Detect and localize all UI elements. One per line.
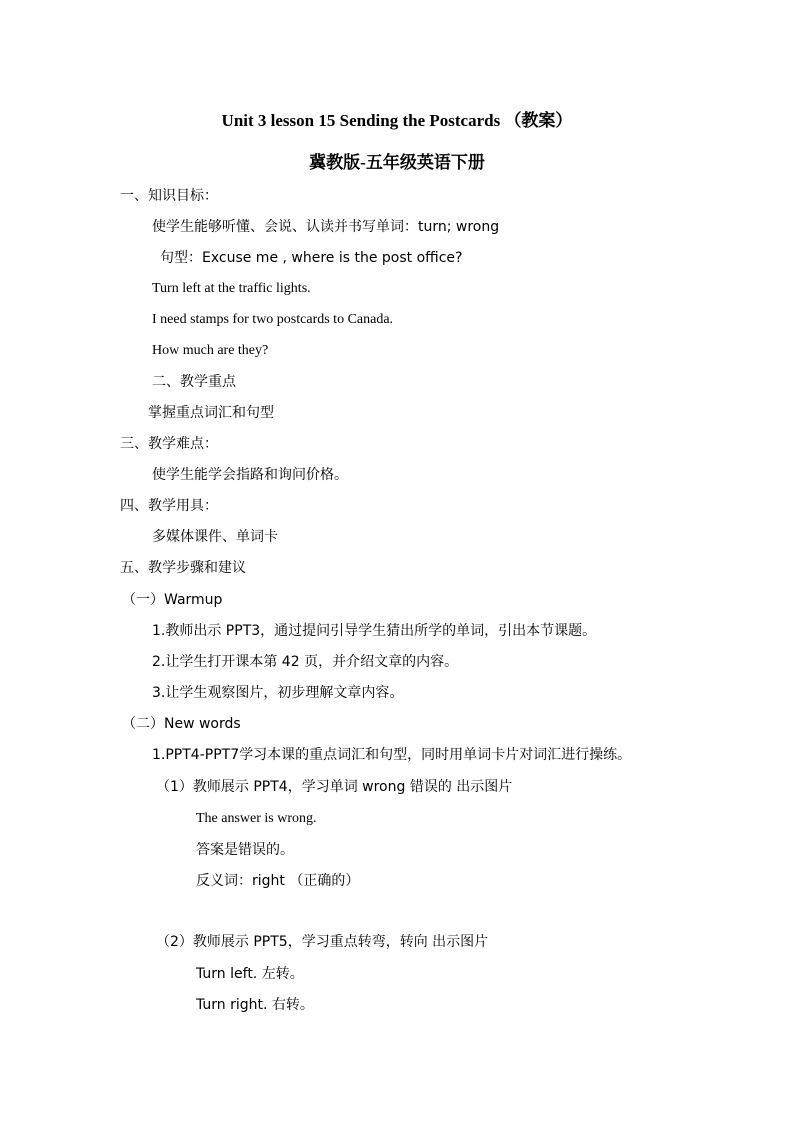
section-heading-difficulties: 三、教学难点： (120, 436, 218, 452)
body-line: 反义词：right （正确的） (196, 873, 360, 889)
body-line: 句型：Excuse me , where is the post office? (160, 250, 463, 266)
body-line: 使学生能够听懂、会说、认读并书写单词：turn; wrong (152, 219, 500, 235)
body-line: Turn left. 左转。 (196, 966, 304, 982)
section-heading-key-points: 二、教学重点 (152, 374, 236, 390)
document-title: Unit 3 lesson 15 Sending the Postcards （教案） (221, 111, 573, 130)
document-subtitle: 冀教版-五年级英语下册 (309, 153, 485, 172)
body-line: Turn right. 右转。 (196, 997, 314, 1013)
body-line: The answer is wrong. (196, 811, 317, 826)
body-line: （2）教师展示 PPT5，学习重点转弯，转向 出示图片 (156, 934, 489, 950)
body-line: 3.让学生观察图片，初步理解文章内容。 (152, 685, 404, 701)
body-line: （1）教师展示 PPT4，学习单词 wrong 错误的 出示图片 (156, 779, 513, 795)
body-line: 2.让学生打开课本第 42 页，并介绍文章的内容。 (152, 654, 459, 670)
body-line: 多媒体课件、单词卡 (152, 529, 278, 545)
body-line: Turn left at the traffic lights. (152, 281, 311, 296)
subsection-heading-warmup: （一）Warmup (122, 592, 223, 608)
section-heading-teaching-steps: 五、教学步骤和建议 (120, 560, 246, 576)
body-line: 1.PPT4-PPT7学习本课的重点词汇和句型，同时用单词卡片对词汇进行操练。 (152, 747, 632, 763)
body-line: 使学生能学会指路和询问价格。 (152, 467, 348, 483)
body-line: How much are they? (152, 343, 269, 358)
section-heading-knowledge-goals: 一、知识目标： (120, 188, 218, 204)
subsection-heading-new-words: （二）New words (122, 716, 241, 732)
section-heading-teaching-aids: 四、教学用具： (120, 498, 218, 514)
body-line: 答案是错误的。 (196, 842, 294, 858)
body-line: 1.教师出示 PPT3，通过提问引导学生猜出所学的单词，引出本节课题。 (152, 623, 597, 639)
body-line: I need stamps for two postcards to Canada. (152, 312, 394, 327)
body-line: 掌握重点词汇和句型 (148, 405, 274, 421)
